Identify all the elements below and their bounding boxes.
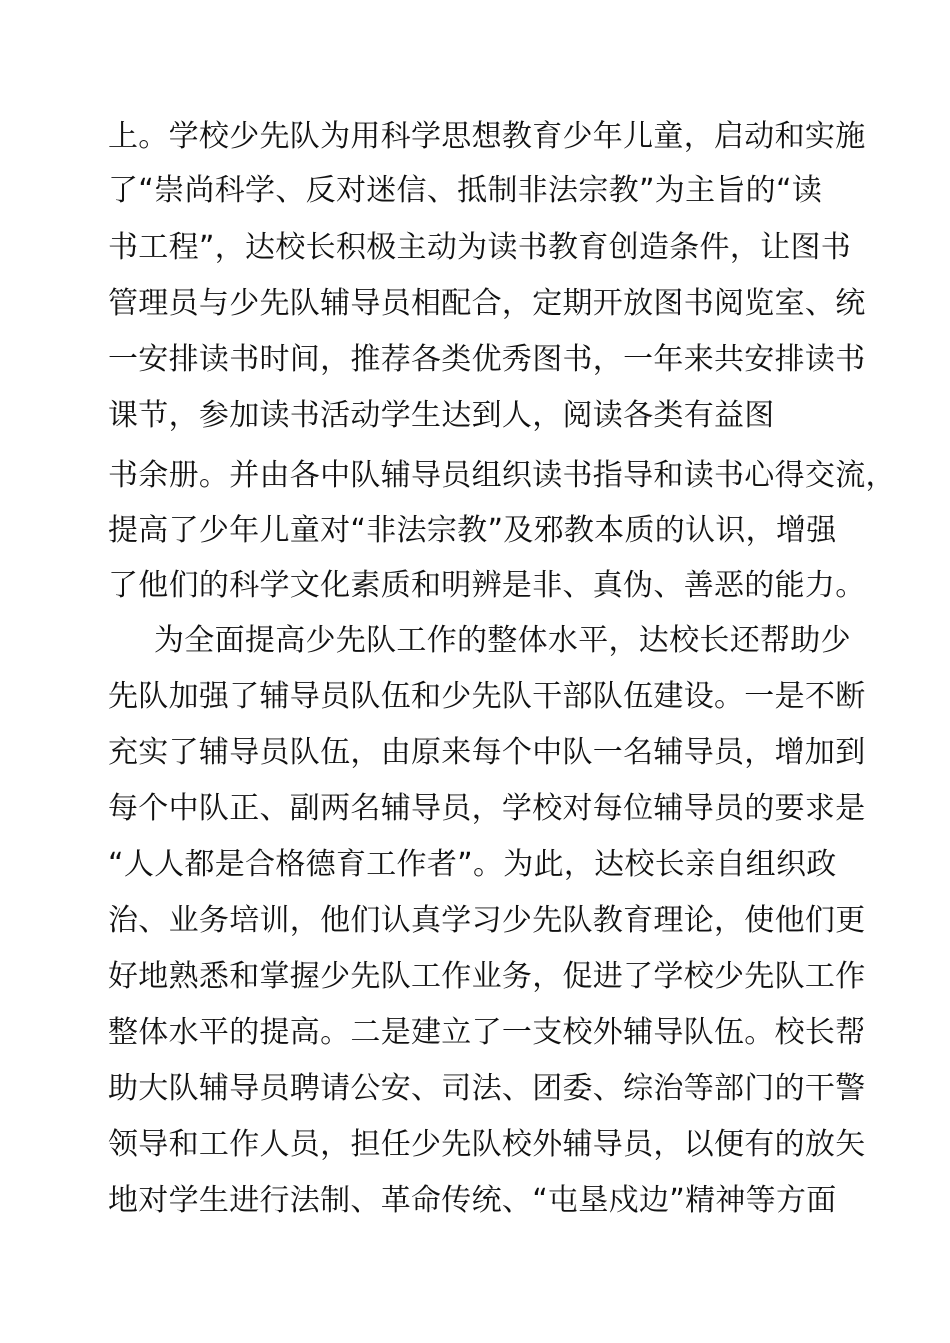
text-line: 地对学生进行法制、革命传统、“屯垦戍边”精神等方面 (108, 1183, 837, 1218)
text-line: 管理员与少先队辅导员相配合，定期开放图书阅览室、统 (108, 286, 866, 321)
text-line: 一安排读书时间，推荐各类优秀图书，一年来共安排读书 (108, 342, 866, 377)
text-line: 了“崇尚科学、反对迷信、抵制非法宗教”为主旨的“读 (108, 173, 823, 208)
text-line: 每个中队正、副两名辅导员，学校对每位辅导员的要求是 (108, 791, 866, 826)
text-line: 上。学校少先队为用科学思想教育少年儿童，启动和实施 (108, 119, 866, 154)
text-line: 充实了辅导员队伍，由原来每个中队一名辅导员，增加到 (108, 735, 866, 770)
text-line: 先队加强了辅导员队伍和少先队干部队伍建设。一是不断 (108, 679, 866, 714)
paragraph-first-line: 为全面提高少先队工作的整体水平，达校长还帮助少 (154, 623, 851, 658)
text-line: 好地熟悉和掌握少先队工作业务，促进了学校少先队工作 (108, 959, 866, 994)
text-line: 领导和工作人员，担任少先队校外辅导员，以便有的放矢 (108, 1127, 866, 1162)
text-line: 整体水平的提高。二是建立了一支校外辅导队伍。校长帮 (108, 1015, 866, 1050)
text-line: “人人都是合格德育工作者”。为此，达校长亲自组织政 (108, 847, 837, 882)
text-line: 了他们的科学文化素质和明辨是非、真伪、善恶的能力。 (108, 568, 866, 603)
text-line: 课节，参加读书活动学生达到人，阅读各类有益图 (108, 398, 775, 433)
text-line: 提高了少年儿童对“非法宗教”及邪教本质的认识，增强 (108, 513, 837, 548)
text-line: 书工程”，达校长积极主动为读书教育创造条件，让图书 (108, 230, 852, 265)
text-line: 治、业务培训，他们认真学习少先队教育理论，使他们更 (108, 903, 866, 938)
text-line: 助大队辅导员聘请公安、司法、团委、综治等部门的干警 (108, 1071, 866, 1106)
text-line: 书余册。并由各中队辅导员组织读书指导和读书心得交流， (108, 458, 896, 493)
